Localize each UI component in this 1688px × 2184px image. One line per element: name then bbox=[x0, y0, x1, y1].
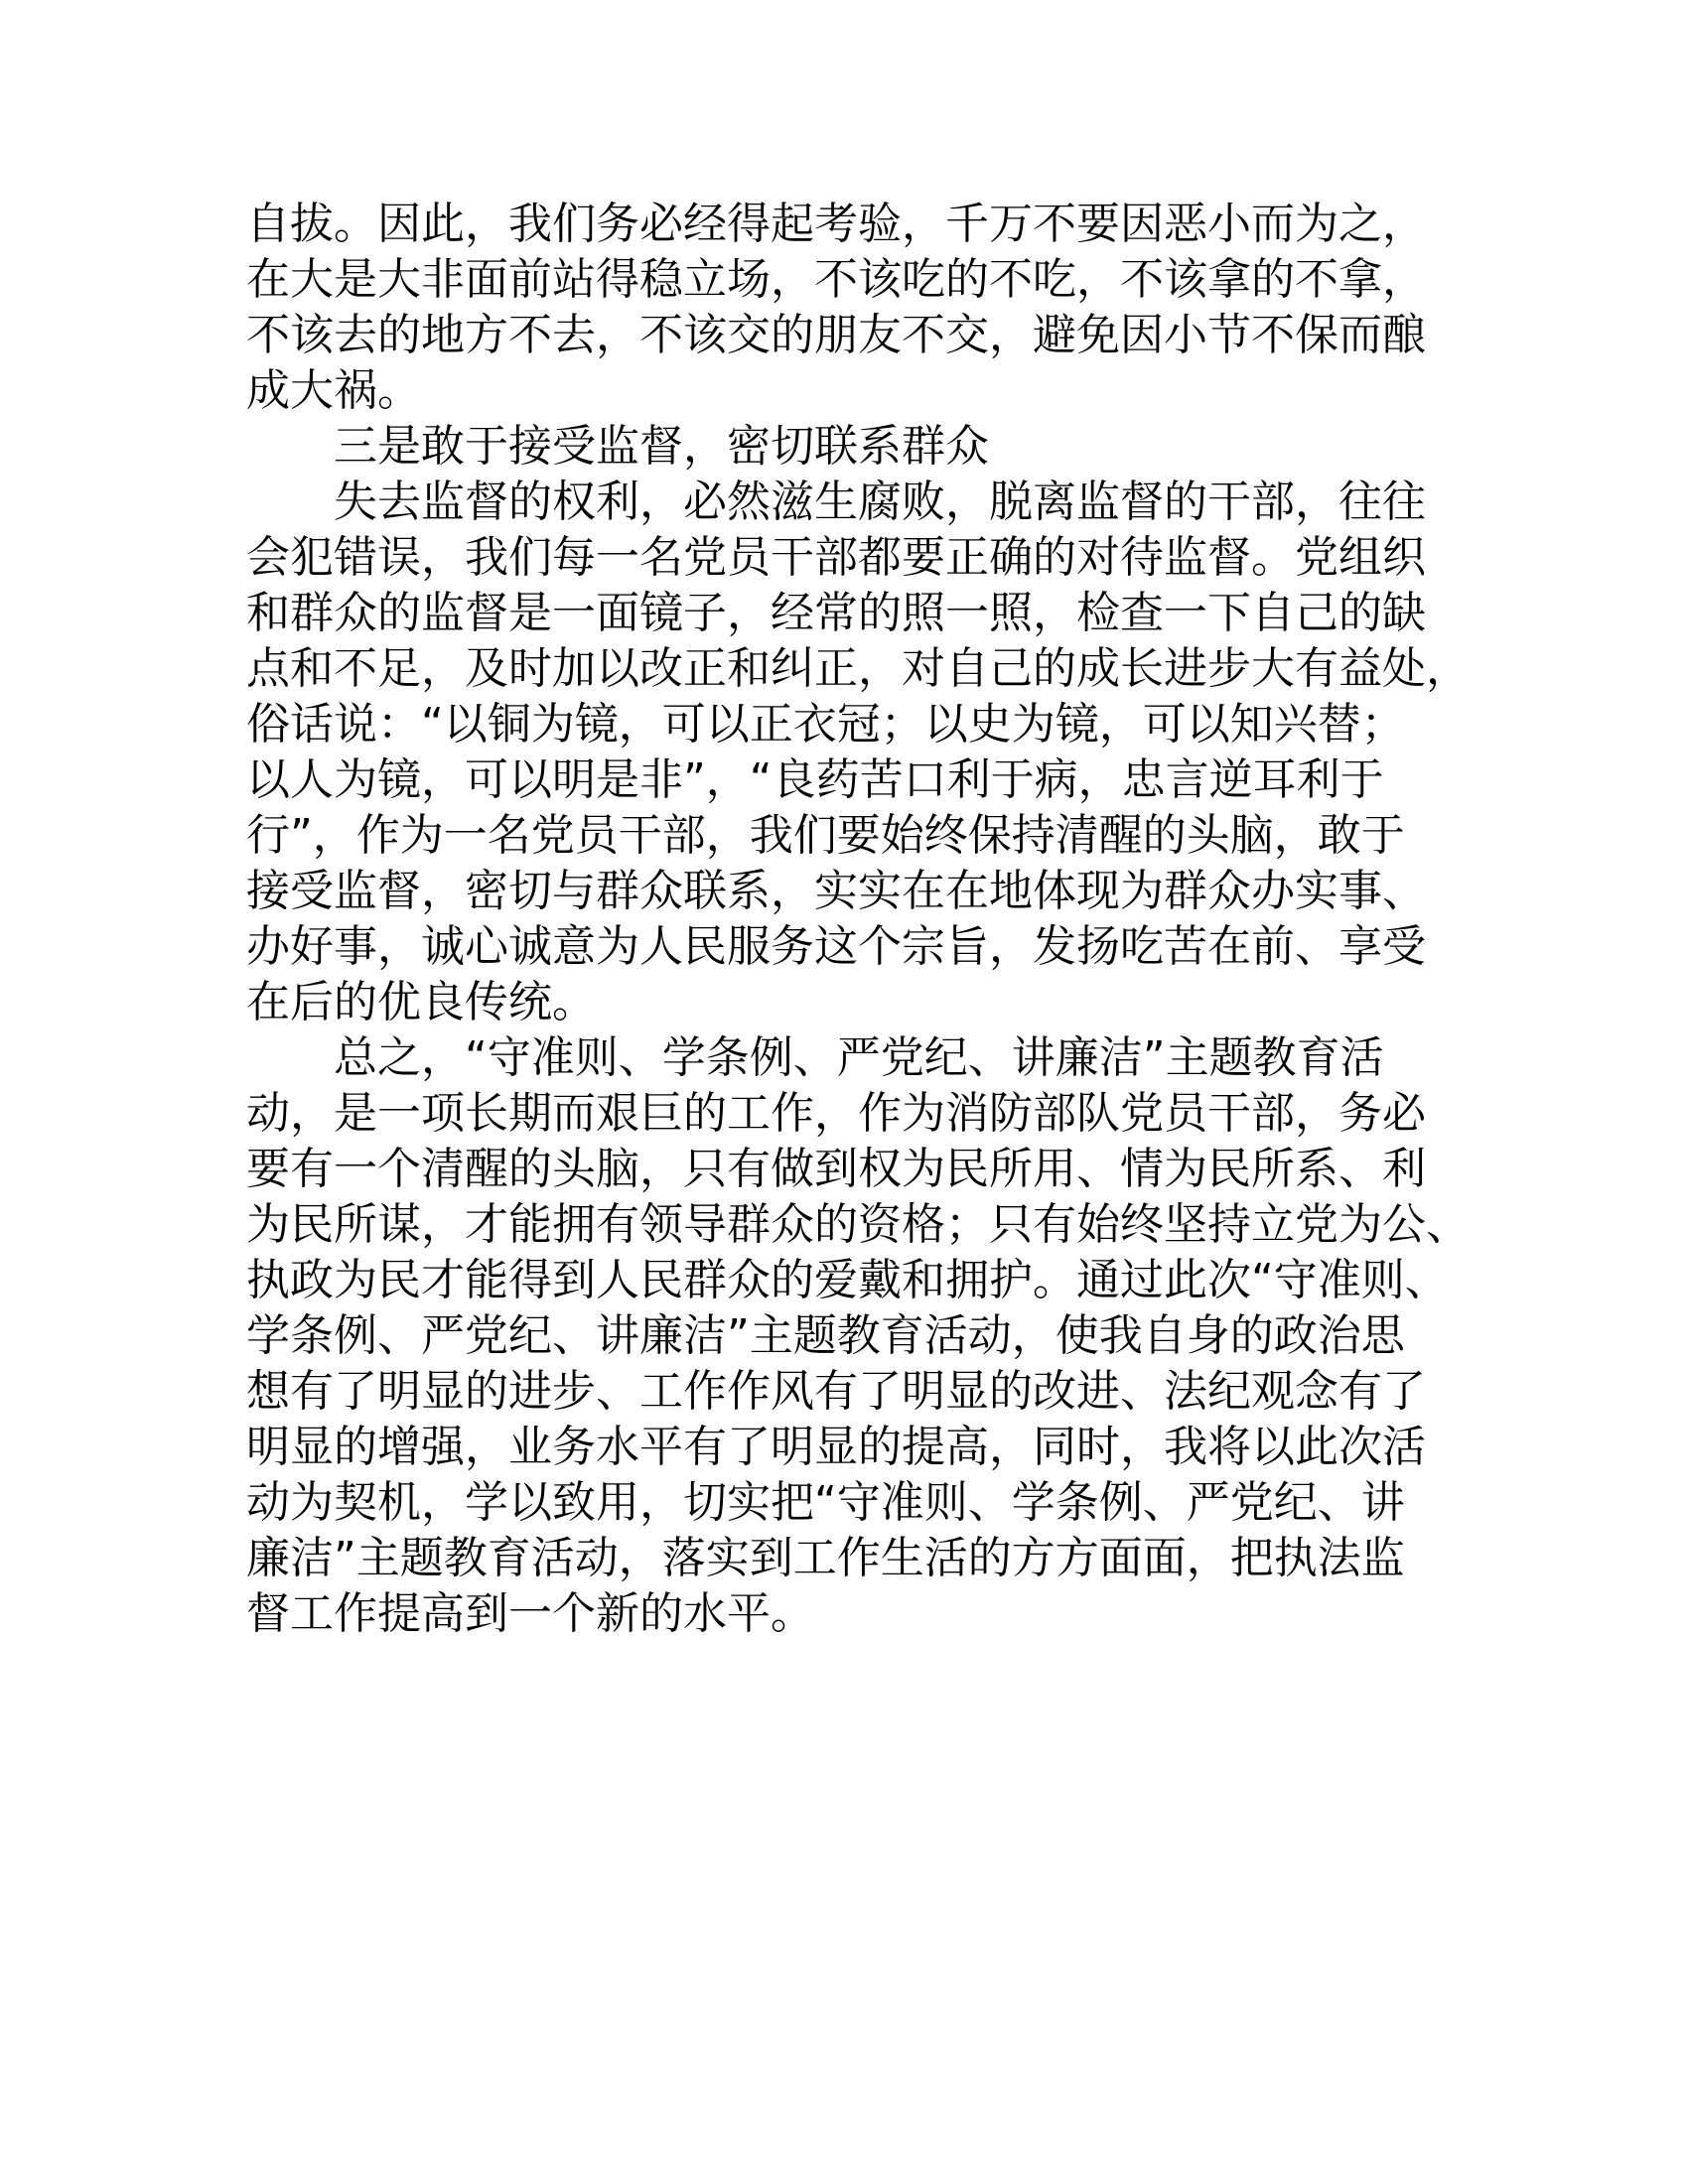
text-line: 动为契机，学以致用，切实把“守准则、学条例、严党纪、讲 bbox=[246, 1477, 1405, 1528]
text-line: 接受监督，密切与群众联系，实实在在地体现为群众办实事、 bbox=[246, 866, 1426, 916]
text-line: 行”，作为一名党员干部，我们要始终保持清醒的头脑，敢于 bbox=[246, 810, 1405, 861]
text-line: 学条例、严党纪、讲廉洁”主题教育活动，使我自身的政治思 bbox=[246, 1310, 1405, 1361]
text-line: 俗话说：“以铜为镜，可以正衣冠；以史为镜，可以知兴替； bbox=[246, 699, 1405, 750]
text-line: 点和不足，及时加以改正和纠正，对自己的成长进步大有益处， bbox=[246, 643, 1470, 694]
text-line: 和群众的监督是一面镜子，经常的照一照，检查一下自己的缺 bbox=[246, 588, 1426, 638]
text-line: 不该去的地方不去，不该交的朋友不交，避免因小节不保而酿 bbox=[246, 310, 1426, 360]
text-line: 执政为民才能得到人民群众的爱戴和拥护。通过此次“守准则、 bbox=[246, 1255, 1449, 1305]
text-line: 失去监督的权利，必然滋生腐败，脱离监督的干部，往往 bbox=[246, 477, 1426, 527]
text-line: 想有了明显的进步、工作作风有了明显的改进、法纪观念有了 bbox=[246, 1366, 1426, 1417]
text-line: 成大祸。 bbox=[246, 365, 421, 416]
text-line: 会犯错误，我们每一名党员干部都要正确的对待监督。党组织 bbox=[246, 532, 1426, 583]
text-line: 以人为镜，可以明是非”，“良药苦口利于病，忠言逆耳利于 bbox=[246, 754, 1384, 805]
text-line: 总之，“守准则、学条例、严党纪、讲廉洁”主题教育活 bbox=[246, 1032, 1384, 1083]
text-line: 要有一个清醒的头脑，只有做到权为民所用、情为民所系、利 bbox=[246, 1144, 1426, 1194]
text-line: 在大是大非面前站得稳立场，不该吃的不吃，不该拿的不拿， bbox=[246, 254, 1426, 305]
text-line: 动，是一项长期而艰巨的工作，作为消防部队党员干部，务必 bbox=[246, 1088, 1426, 1139]
text-line: 为民所谋，才能拥有领导群众的资格；只有始终坚持立党为公、 bbox=[246, 1199, 1470, 1250]
text-line: 办好事，诚心诚意为人民服务这个宗旨，发扬吃苦在前、享受 bbox=[246, 921, 1426, 972]
text-line: 廉洁”主题教育活动，落实到工作生活的方方面面，把执法监 bbox=[246, 1533, 1405, 1583]
text-line: 自拔。因此，我们务必经得起考验，千万不要因恶小而为之， bbox=[246, 199, 1426, 249]
text-line: 明显的增强，业务水平有了明显的提高，同时，我将以此次活 bbox=[246, 1422, 1426, 1472]
text-line: 督工作提高到一个新的水平。 bbox=[246, 1588, 814, 1639]
document-body bbox=[246, 197, 1468, 1642]
text-line: 在后的优良传统。 bbox=[246, 977, 596, 1027]
section-heading: 三是敢于接受监督，密切联系群众 bbox=[246, 421, 989, 472]
